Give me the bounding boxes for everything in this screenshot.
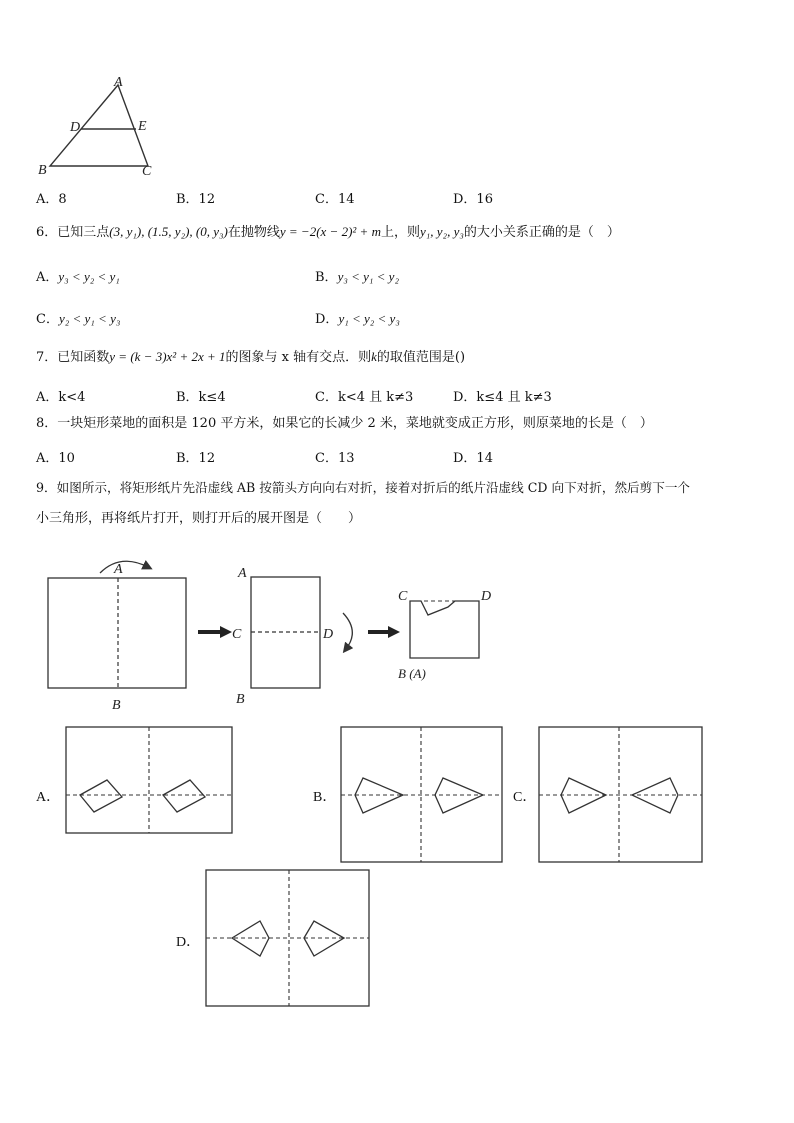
fold-label-A2: A xyxy=(238,566,247,581)
fold-label-BA3: B (A) xyxy=(398,666,426,681)
q8-option-d: D．14 xyxy=(453,451,493,466)
q9-option-a-label: A． xyxy=(36,790,61,805)
label-C: C xyxy=(142,164,152,179)
q7-option-b: B．k≤4 xyxy=(176,390,226,405)
q8-option-b: B．12 xyxy=(176,451,216,466)
q8-stem: 8．一块矩形菜地的面积是 120 平方米，如果它的长减少 2 米，菜地就变成正方形，则原菜地的长是（ ） xyxy=(36,416,653,431)
q9-option-c-figure xyxy=(539,727,705,867)
fold-label-D2: D xyxy=(323,627,334,642)
q7-prefix: 7．已知函数 xyxy=(36,350,110,365)
label-A: A xyxy=(114,75,123,90)
q9-option-c-label: C． xyxy=(513,790,537,805)
q8-option-c: C．13 xyxy=(315,451,355,466)
folding-diagram xyxy=(0,545,520,715)
q6-suffix: 的大小关系正确的是（ ） xyxy=(463,225,620,240)
q7-formula: y = (k − 3)x² + 2x + 1 xyxy=(109,349,226,364)
fold-label-C3: C xyxy=(398,589,408,604)
fold-label-B2: B xyxy=(236,692,245,707)
q9-option-a-figure xyxy=(66,727,236,837)
q6-mid: 在抛物线 xyxy=(227,225,280,240)
q6-points: (3, y₁), (1.5, y₂), (0, y₃) xyxy=(109,224,228,239)
q6-option-b: B．y₃ < y₁ < y₂ xyxy=(315,269,399,285)
q7-option-d: D．k≤4 且 k≠3 xyxy=(453,390,552,405)
fold-label-D3: D xyxy=(481,589,492,604)
q6-option-c: C．y₂ < y₁ < y₃ xyxy=(36,311,121,327)
q7-var: k xyxy=(371,349,377,364)
fold-label-C2: C xyxy=(232,627,242,642)
q6-option-d: D．y₁ < y₂ < y₃ xyxy=(315,311,400,327)
q5-option-d: D．16 xyxy=(453,192,493,207)
q9-stem-line2: 小三角形，再将纸片打开，则打开后的展开图是（ ） xyxy=(36,511,362,526)
q7-option-a: A．k<4 xyxy=(36,390,86,405)
fold-label-A1: A xyxy=(114,562,123,577)
q6-formula: y = −2(x − 2)² + m xyxy=(279,224,381,239)
q5-option-b: B．12 xyxy=(176,192,216,207)
label-B: B xyxy=(38,163,47,178)
q7-suffix: 的取值范围是() xyxy=(376,350,466,365)
q6-mid2: 上，则 xyxy=(380,225,420,240)
q7-option-c: C．k<4 且 k≠3 xyxy=(315,390,414,405)
q8-option-a: A．10 xyxy=(36,451,75,466)
fold-label-B1: B xyxy=(112,698,121,713)
triangle-figure xyxy=(30,74,170,184)
q6-prefix: 6．已知三点 xyxy=(36,225,110,240)
q7-mid: 的图象与 x 轴有交点．则 xyxy=(225,350,372,365)
q6-vars: y₁, y₂, y₃ xyxy=(419,224,464,239)
q7-stem xyxy=(36,349,465,366)
q9-option-b-figure xyxy=(341,727,505,867)
label-D: D xyxy=(70,120,81,135)
q9-option-d-figure xyxy=(206,870,372,1010)
label-E: E xyxy=(138,119,147,134)
q6-option-a: A．y₃ < y₂ < y₁ xyxy=(36,269,120,285)
q5-option-a: A．8 xyxy=(36,192,67,207)
q6-stem xyxy=(36,224,620,241)
q9-option-b-label: B． xyxy=(313,790,337,805)
q9-option-d-label: D． xyxy=(176,935,201,950)
q9-stem-line1: 9．如图所示，将矩形纸片先沿虚线 AB 按箭头方向向右对折，接着对折后的纸片沿虚线 CD 向下对折，然后剪下一个 xyxy=(36,480,691,495)
q5-option-c: C．14 xyxy=(315,192,355,207)
